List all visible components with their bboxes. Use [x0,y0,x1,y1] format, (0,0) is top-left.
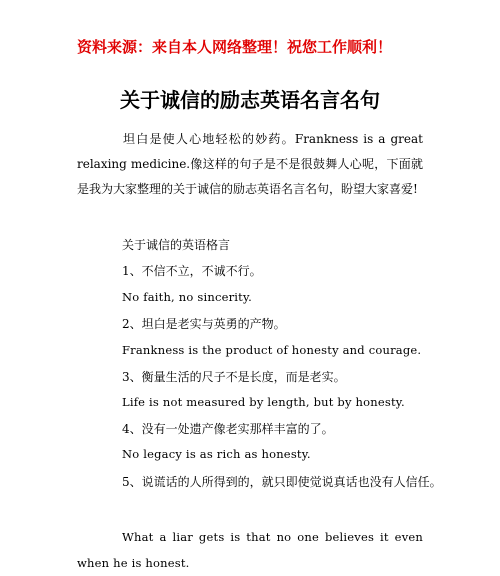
quote-5-en: What a liar gets is that no one believes it even when he is honest. [77,530,423,570]
quote-4-cn: 4、没有一处遗产像老实那样丰富的了。 [122,422,334,436]
quote-5-cn: 5、说谎话的人所得到的，就只即使觉说真话也没有人信任。 [122,475,442,489]
intro-paragraph: 坦白是使人心地轻松的妙药。Frankness is a great relaxing medicine.像这样的句子是不是很鼓舞人心呢，下面就是我为大家整理的关于诚信的励志英语名言名句，盼望大家喜爱! [77,132,423,196]
quote-1-cn: 1、不信不立，不诚不行。 [122,264,262,278]
quote-2-en: Frankness is the product of honesty and courage. [122,343,422,357]
quote-1-en: No faith, no sincerity. [122,290,253,304]
quote-2-cn: 2、坦白是老实与英勇的产物。 [122,317,286,331]
quote-3-en: Life is not measured by length, but by honesty. [122,395,405,409]
quote-4-en: No legacy is as rich as honesty. [122,447,311,461]
page-title: 关于诚信的励志英语名言名句 [120,88,380,112]
quote-3-cn: 3、衡量生活的尺子不是长度，而是老实。 [122,370,346,384]
source-note: 资料来源：来自本人网络整理！祝您工作顺利！ [77,38,393,56]
section-heading: 关于诚信的英语格言 [122,238,231,252]
